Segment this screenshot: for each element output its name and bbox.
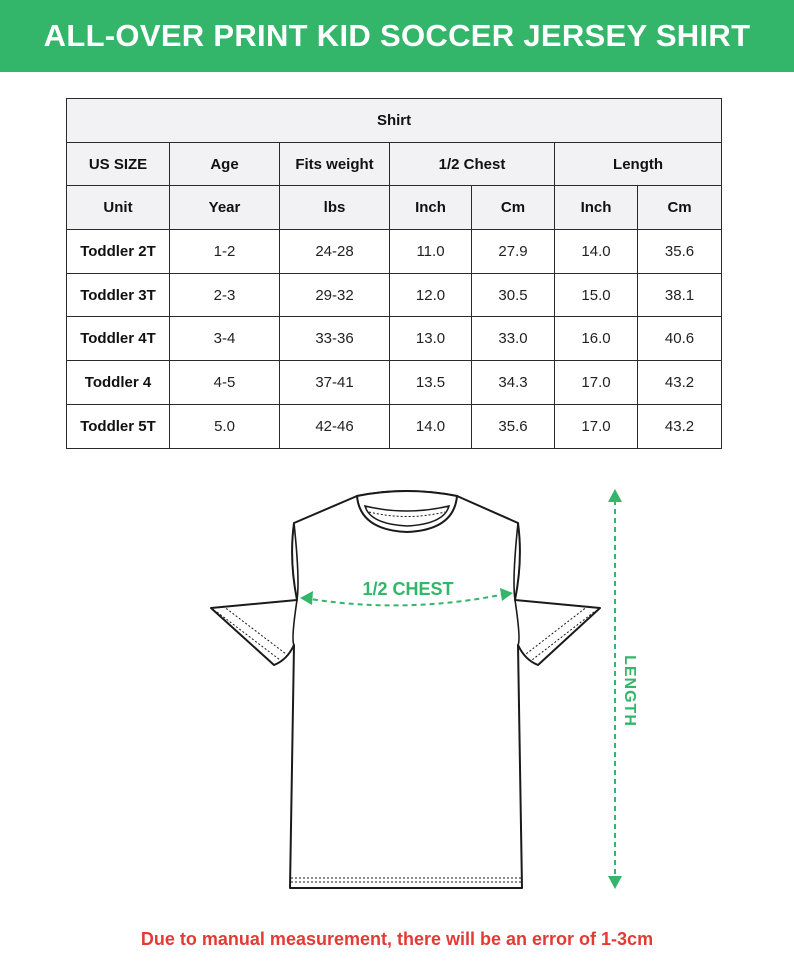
unit-header: Cm bbox=[472, 186, 555, 230]
header-length: Length bbox=[555, 142, 722, 186]
table-cell: 43.2 bbox=[638, 361, 722, 405]
table-cell: 35.6 bbox=[472, 404, 555, 448]
measurement-disclaimer: Due to manual measurement, there will be an error of 1-3cm bbox=[140, 929, 654, 949]
table-row bbox=[67, 273, 722, 317]
length-arrow-top bbox=[608, 489, 622, 502]
table-cell: Toddler 4T bbox=[67, 317, 170, 361]
header-half-chest: 1/2 Chest bbox=[390, 142, 555, 186]
table-cell: 43.2 bbox=[638, 404, 722, 448]
table-group-header-row bbox=[67, 142, 722, 186]
table-row bbox=[67, 230, 722, 274]
table-cell: 37-41 bbox=[280, 361, 390, 405]
unit-header: Cm bbox=[638, 186, 722, 230]
table-cell: 2-3 bbox=[170, 273, 280, 317]
title-banner bbox=[0, 0, 794, 72]
table-cell: 34.3 bbox=[472, 361, 555, 405]
table-cell: 13.5 bbox=[390, 361, 472, 405]
table-cell: 14.0 bbox=[555, 230, 638, 274]
table-cell: 15.0 bbox=[555, 273, 638, 317]
table-cell: 12.0 bbox=[390, 273, 472, 317]
table-cell: 11.0 bbox=[390, 230, 472, 274]
table-caption: Shirt bbox=[67, 99, 722, 143]
table-cell: 33.0 bbox=[472, 317, 555, 361]
measurement-diagram bbox=[0, 470, 794, 910]
table-cell: Toddler 2T bbox=[67, 230, 170, 274]
table-cell: Toddler 3T bbox=[67, 273, 170, 317]
unit-header: Inch bbox=[555, 186, 638, 230]
table-cell: 17.0 bbox=[555, 404, 638, 448]
unit-header: lbs bbox=[280, 186, 390, 230]
table-caption-row bbox=[67, 99, 722, 143]
table-cell: 30.5 bbox=[472, 273, 555, 317]
table-cell: 17.0 bbox=[555, 361, 638, 405]
table-row bbox=[67, 317, 722, 361]
table-row bbox=[67, 361, 722, 405]
table-cell: 33-36 bbox=[280, 317, 390, 361]
table-cell: 13.0 bbox=[390, 317, 472, 361]
table-cell: 3-4 bbox=[170, 317, 280, 361]
table-unit-header-row bbox=[67, 186, 722, 230]
table-cell: 4-5 bbox=[170, 361, 280, 405]
chest-label: 1/2 CHEST bbox=[362, 579, 454, 599]
table-cell: 24-28 bbox=[280, 230, 390, 274]
table-cell: 29-32 bbox=[280, 273, 390, 317]
table-cell: 40.6 bbox=[638, 317, 722, 361]
header-age: Age bbox=[170, 142, 280, 186]
header-fits-weight: Fits weight bbox=[280, 142, 390, 186]
table-cell: 14.0 bbox=[390, 404, 472, 448]
table-row bbox=[67, 404, 722, 448]
table-cell: Toddler 4 bbox=[67, 361, 170, 405]
header-us-size: US SIZE bbox=[67, 142, 170, 186]
unit-header: Year bbox=[170, 186, 280, 230]
table-cell: 1-2 bbox=[170, 230, 280, 274]
unit-header: Unit bbox=[67, 186, 170, 230]
unit-header: Inch bbox=[390, 186, 472, 230]
table-cell: Toddler 5T bbox=[67, 404, 170, 448]
table-cell: 38.1 bbox=[638, 273, 722, 317]
page-title: ALL-OVER PRINT KID SOCCER JERSEY SHIRT bbox=[43, 18, 751, 53]
table-cell: 5.0 bbox=[170, 404, 280, 448]
shirt-outline bbox=[211, 491, 600, 888]
size-chart-table bbox=[66, 98, 722, 449]
length-arrow-bottom bbox=[608, 876, 622, 889]
table-cell: 27.9 bbox=[472, 230, 555, 274]
length-label: LENGTH bbox=[621, 655, 638, 727]
table-cell: 42-46 bbox=[280, 404, 390, 448]
table-cell: 35.6 bbox=[638, 230, 722, 274]
tshirt-outline-icon bbox=[0, 470, 794, 910]
table-cell: 16.0 bbox=[555, 317, 638, 361]
